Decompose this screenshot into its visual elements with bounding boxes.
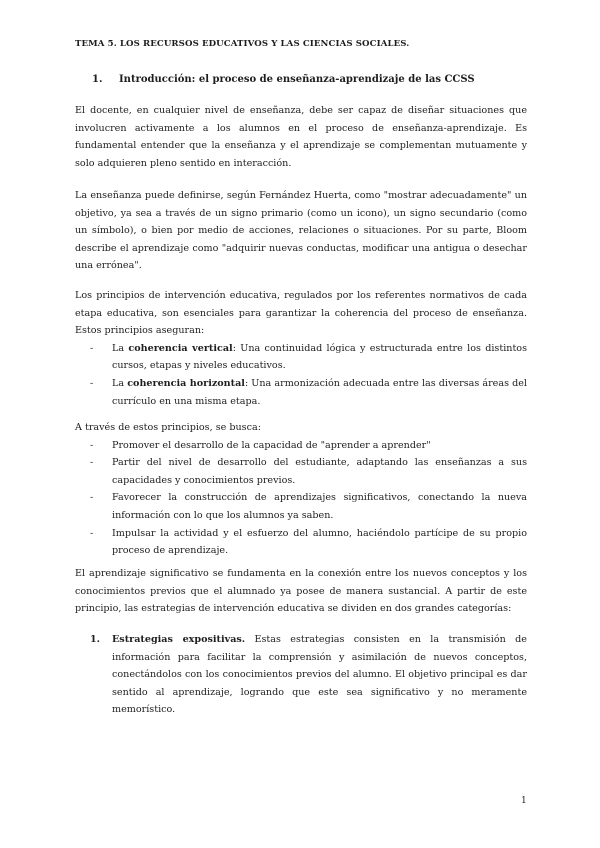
list-item-number: 1. [90, 634, 101, 645]
list-item-text: Favorecer la construcción de aprendizajes significativos, conectando la nueva información con lo que los alumnos ya saben. [112, 492, 527, 521]
list-item-bold: coherencia horizontal [127, 377, 245, 389]
list-item [75, 454, 527, 489]
list-item-text: Impulsar la actividad y el esfuerzo del alumno, haciéndolo partícipe de su propio proceso de aprendizaje. [112, 527, 527, 557]
bullet-dash: - [90, 457, 94, 469]
list-item [75, 375, 527, 410]
bullet-dash: - [90, 527, 94, 539]
paragraph-1-text: El docente, en cualquier nivel de enseñanza, debe ser capaz de diseñar situaciones que involucren activamente a los alumnos en el proceso de enseñanza-aprendizaje. Es fundamental entender que la enseñanza y el aprendizaje se complementan mutuamente y solo adquieren pleno sentido en interacción. [75, 105, 527, 169]
paragraph-5-text: El aprendizaje significativo se fundamenta en la conexión entre los nuevos conceptos y los conocimientos previos que el alumnado ya posee de manera sustancial. A partir de este principio, las estrategias de intervención educativa se dividen en dos grandes categorías: [75, 568, 527, 615]
list-item [75, 437, 527, 455]
section-heading [92, 74, 475, 85]
paragraph-2-text: La enseñanza puede definirse, según Fernández Huerta, como "mostrar adecuadamente" un objetivo, ya sea a través de un signo primario (como un icono), un signo secundario (como un símbolo), o bien por medio de acciones, relaciones o situaciones. Por su parte, Bloom describe el aprendizaje como "adquirir nuevas conductas, modificar una antigua o desechar una errónea". [75, 190, 527, 272]
list-item-text: Promover el desarrollo de la capacidad de "aprender a aprender" [112, 439, 431, 451]
paragraph-3 [75, 287, 527, 410]
list-item [75, 631, 527, 719]
paragraph-5 [75, 565, 527, 618]
strategies-list [75, 631, 527, 719]
list-item-bold: coherencia vertical [128, 342, 233, 354]
section-heading-text: Introducción: el proceso de enseñanza-aprendizaje de las CCSS [119, 74, 475, 85]
list-item [75, 340, 527, 375]
principles-list [75, 340, 527, 410]
paragraph-1 [75, 102, 527, 172]
document-title: TEMA 5. LOS RECURSOS EDUCATIVOS Y LAS CIENCIAS SOCIALES. [75, 39, 410, 49]
list-item-prefix: La [112, 377, 128, 389]
goals-list [75, 437, 527, 560]
bullet-dash: - [90, 492, 94, 504]
paragraph-4 [75, 419, 527, 560]
bullet-dash: - [90, 342, 94, 354]
paragraph-4-text: A través de estos principios, se busca: [75, 422, 261, 433]
page-number: 1 [521, 796, 527, 806]
strategies-block [75, 631, 527, 719]
bullet-dash: - [90, 377, 94, 389]
list-item-text: : Una armonización adecuada entre las diversas áreas del currículo en una misma etapa. [112, 377, 527, 407]
list-item-bold: Estrategias expositivas. [112, 634, 246, 645]
list-item-text: Estas estrategias consisten en la transmisión de información para facilitar la comprensión y asimilación de nuevos conceptos, conectándolos con los conocimientos previos del alumno. El objetivo principal es dar sentido al aprendizaje, logrando que este sea significativo y no meramente memorístico. [112, 634, 527, 716]
list-item [75, 489, 527, 524]
list-item-prefix: La [112, 342, 129, 354]
list-item-text: Partir del nivel de desarrollo del estudiante, adaptando las enseñanzas a sus capacidades y conocimientos previos. [112, 457, 527, 486]
paragraph-3-text: Los principios de intervención educativa, regulados por los referentes normativos de cada etapa educativa, son esenciales para garantizar la coherencia del proceso de enseñanza. Estos principios aseguran: [75, 290, 527, 337]
paragraph-2 [75, 187, 527, 275]
list-item-text: : Una continuidad lógica y estructurada entre los distintos cursos, etapas y niveles educativos. [112, 342, 527, 372]
section-number: 1. [92, 74, 103, 85]
list-item [75, 525, 527, 560]
bullet-dash: - [90, 439, 94, 451]
